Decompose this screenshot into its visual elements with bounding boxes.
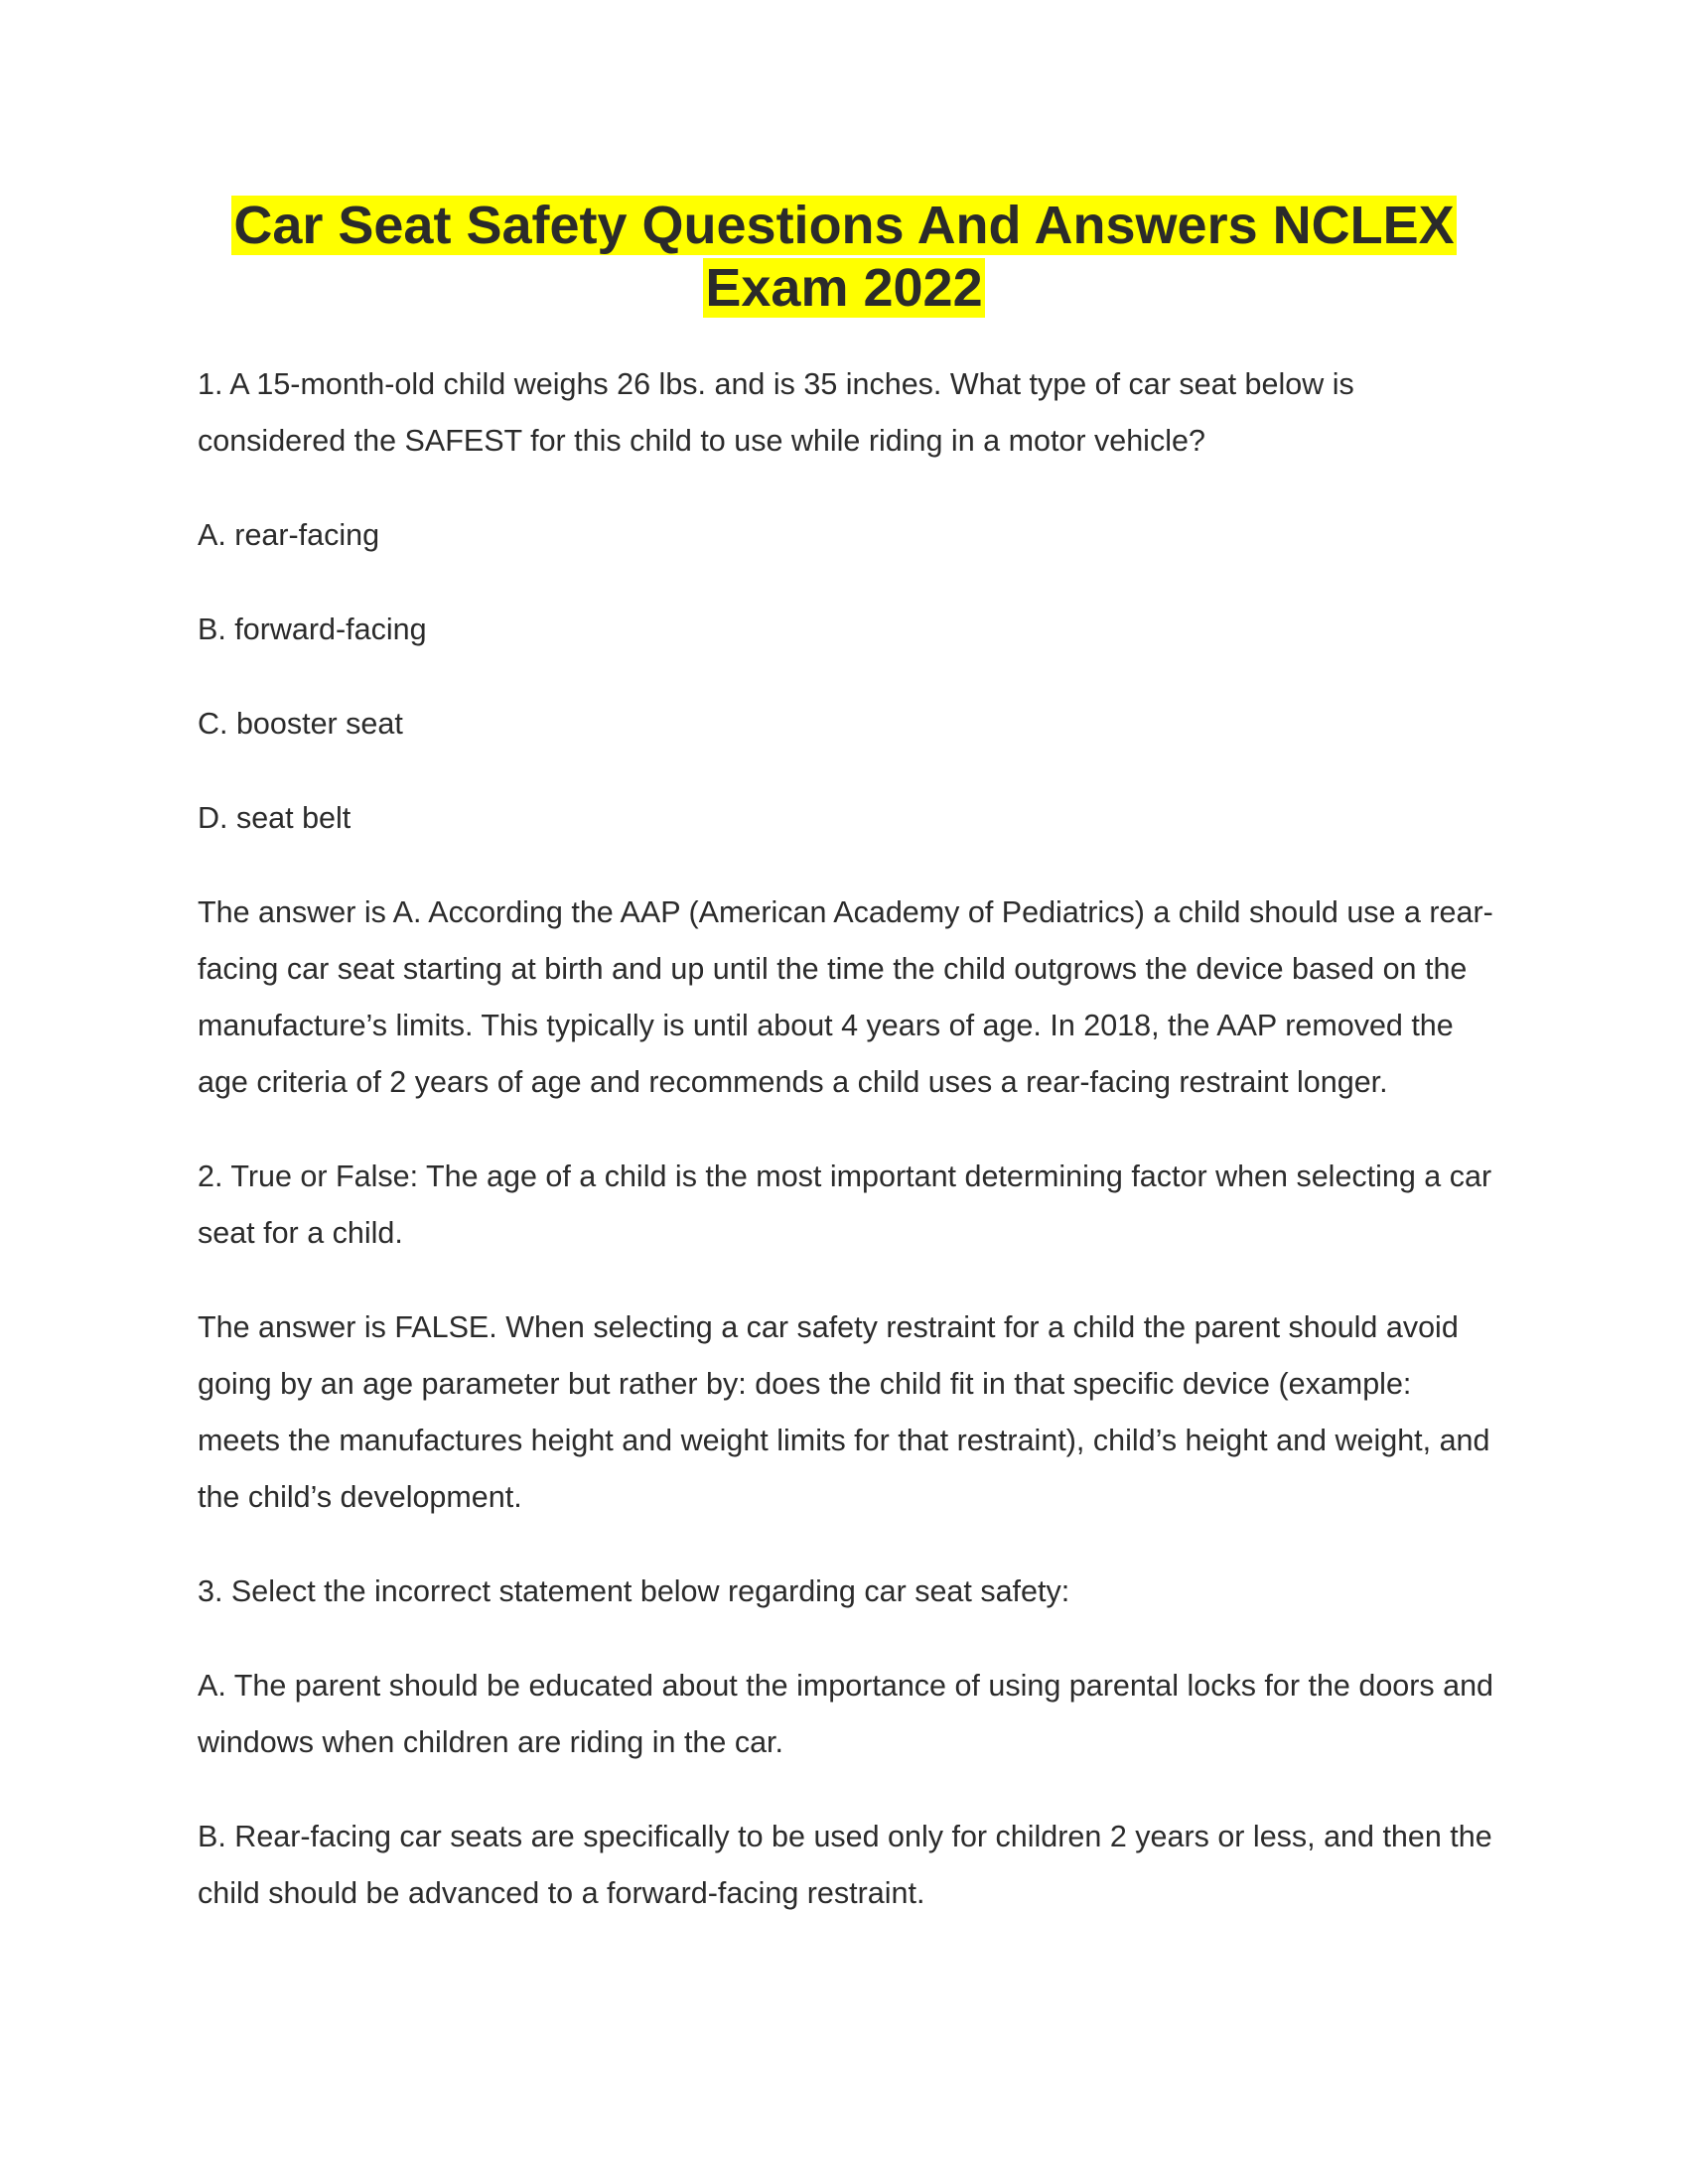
- question-3-stem: 3. Select the incorrect statement below regarding car seat safety:: [198, 1574, 1070, 1608]
- question-1-answer: The answer is A. According the AAP (American Academy of Pediatrics) a child should use a rear-facing car seat starting at birth and up until the time the child outgrows the device based on the manufacture’s limits. This typically is until about 4 years of age. In 2018, the AAP removed the age criteria of 2 years of age and recommends a child uses a rear-facing restraint longer.: [198, 895, 1493, 1099]
- question-1-option-a: A. rear-facing: [198, 518, 380, 552]
- document-body: [198, 356, 1498, 1960]
- page-title: [149, 195, 1539, 320]
- question-2-answer: The answer is FALSE. When selecting a car safety restraint for a child the parent should avoid going by an age parameter but rather by: does the child fit in that specific device (example: meets the manufactures height and weight limits for that restraint), child’s height and weight, and the child’s development.: [198, 1310, 1490, 1514]
- page-title-line-2: Exam 2022: [705, 258, 983, 318]
- question-1-option-c: C. booster seat: [198, 707, 403, 741]
- question-3-option-b: B. Rear-facing car seats are specifically to be used only for children 2 years or less, and then the child should be advanced to a forward-facing restraint.: [198, 1820, 1492, 1910]
- question-1-option-b: B. forward-facing: [198, 613, 427, 646]
- page-title-line-1: Car Seat Safety Questions And Answers NCLEX: [233, 196, 1455, 255]
- question-2-stem: 2. True or False: The age of a child is the most important determining factor when selecting a car seat for a child.: [198, 1160, 1492, 1250]
- question-1-option-d: D. seat belt: [198, 801, 352, 835]
- question-1-stem: 1. A 15-month-old child weighs 26 lbs. and is 35 inches. What type of car seat below is considered the SAFEST for this child to use while riding in a motor vehicle?: [198, 367, 1354, 458]
- question-3-option-a: A. The parent should be educated about the importance of using parental locks for the doors and windows when children are riding in the car.: [198, 1669, 1494, 1759]
